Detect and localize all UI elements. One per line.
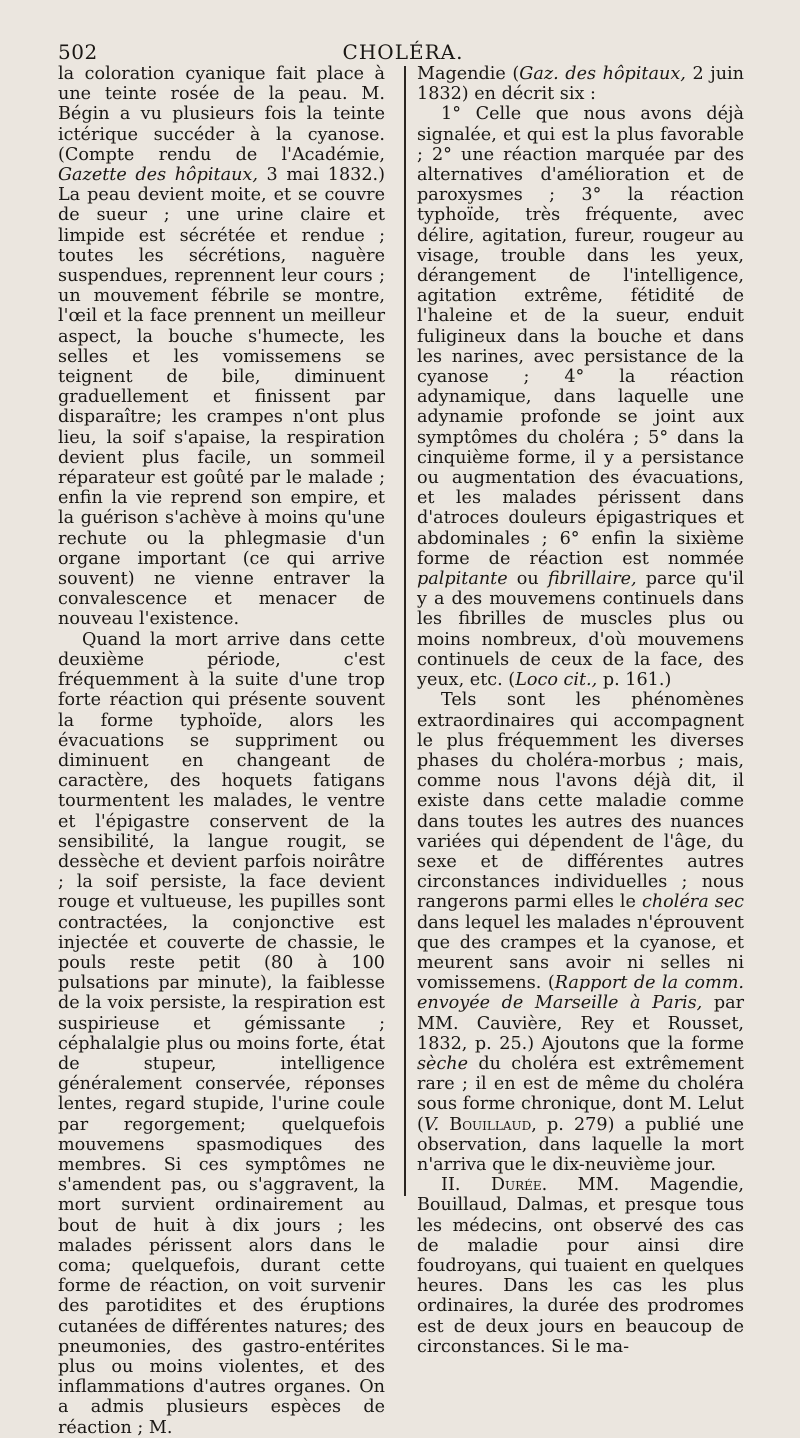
italic-text: Gazette des hôpitaux, — [58, 165, 258, 186]
text-run: du choléra est extrêmement rare ; il en est de même du choléra sous forme chronique, dont M. Lelut ( — [417, 1053, 744, 1135]
text-run: MM. Magendie, Bouillaud, Dalmas, et presque tous les médecins, ont observé des cas de maladie pour ainsi dire foudroyans, qui tuaient en quelques heures. Dans les cas les plus ordinaires, la durée des prodromes est de deux jours en beaucoup de circonstances. Si le ma- — [417, 1175, 744, 1357]
text-run: 1° Celle que nous avons déjà signalée, et qui est la plus favorable ; 2° une réaction marquée par des alternatives d'amélioration et de paroxysmes ; 3° la réaction typhoïde, très fréquente, avec délire, agitation, fureur, rougeur au visage, trouble dans les yeux, dérangement de l'intelligence, agitation extrême, fétidité de l'haleine et de la sueur, enduit fuligineux dans la bouche et dans les narines, avec persistance de la cyanose ; 4° la réaction adynamique, dans laquelle une adynamie profonde se joint aux symptômes du choléra ; 5° dans la cinquième forme, il y a persistance ou augmentation des évacuations, et les malades périssent dans d'atroces douleurs épigastriques et abdominales ; 6° enfin la sixième forme de réaction est nommée — [417, 104, 744, 569]
paragraph — [417, 104, 744, 690]
small-caps-text: Bouillaud — [449, 1114, 532, 1135]
left-column — [58, 64, 385, 1438]
text-run: Magendie ( — [417, 64, 520, 84]
page-header — [58, 36, 748, 66]
text-run: , p. 279) a publié une observation, dans laquelle la mort n'arriva que le dix-neuvième jour. — [417, 1114, 744, 1175]
italic-text: Gaz. des hôpitaux, — [519, 64, 686, 84]
text-run: Tels sont les phénomènes extraordinaires qui accompagnent le plus fréquemment les diverses phases du choléra-morbus ; mais, comme nous l'avons déjà dit, il existe dans cette maladie comme dans toutes les autres des nuances variées qui dépendent de l'âge, du sexe et de différentes autres circonstances individuelles ; nous rangerons parmi elles le — [417, 690, 744, 913]
text-run: dans lequel les malades n'éprouvent que des crampes et la cyanose, et meurent sans avoir ni selles ni vomissemens. ( — [417, 912, 744, 994]
italic-text: fibrillaire, — [547, 569, 637, 590]
right-column — [417, 64, 744, 1357]
page-number: 502 — [58, 40, 98, 64]
text-run: 3 mai 1832.) La peau devient moite, et se couvre de sueur ; une urine claire et limpide est sécrétée et rendue ; toutes les sécrétions, naguère suspendues, reprennent leur cours ; un mouvement fébrile se montre, l'œil et la face prennent un meilleur aspect, la bouche s'humecte, les selles et les vomissemens se teignent de bile, diminuent graduellement et finissent par disparaître; les crampes n'ont plus lieu, la soif s'apaise, la respiration devient plus facile, un sommeil réparateur est goûté par le malade ; enfin la vie reprend son empire, et la guérison s'achève à moins qu'une rechute ou la phlegmasie d'un organe important (ce qui arrive souvent) ne vienne entraver la convalescence et menacer de nouveau l'existence. — [58, 165, 385, 630]
text-run: ou — [507, 569, 548, 590]
running-title: CHOLÉRA. — [342, 40, 464, 64]
text-run: par MM. Cauvière, Rey et Rousset, 1832, p. 25.) Ajoutons que la forme — [417, 993, 744, 1054]
italic-text: V. — [423, 1114, 440, 1135]
small-caps-text: Durée. — [490, 1175, 548, 1196]
text-run: la coloration cyanique fait place à une teinte rosée de la peau. M. Bégin a vu plusieurs fois la teinte ictérique succéder à la cyanose. (Compte rendu de l'Académie, — [58, 64, 385, 165]
text-run — [439, 1115, 449, 1135]
paragraph — [417, 690, 744, 1175]
text-run: p. 161.) — [597, 670, 672, 691]
text-run: 2 juin 1832) en décrit six : — [417, 64, 744, 105]
italic-text: Rapport de la comm. envoyée de Marseille à Paris, — [417, 973, 744, 1014]
paragraph — [417, 1175, 744, 1357]
paragraph — [417, 64, 744, 104]
italic-text: Loco cit., — [515, 670, 598, 691]
text-run: Quand la mort arrive dans cette deuxième période, c'est fréquemment à la suite d'une trop forte réaction qui présente souvent la forme typhoïde, alors les évacuations se suppriment ou diminuent en changeant de caractère, des hoquets fatigans tourmentent les malades, le ventre et l'épigastre conservent de la sensibilité, la langue rougit, se dessèche et devient parfois noirâtre ; la soif persiste, la face devient rouge et vultueuse, les pupilles sont contractées, la conjonctive est injectée et couverte de chassie, le pouls reste petit (80 à 100 pulsations par minute), la faiblesse de la voix persiste, la respiration est suspirieuse et gémissante ; céphalalgie plus ou moins forte, état de stupeur, intelligence généralement conservée, réponses lentes, regard stupide, l'urine coule par regorgement; quelquefois mouvemens spasmodiques des membres. Si ces symptômes ne s'amendent pas, ou s'aggravent, la mort survient ordinairement au bout de huit à dix jours ; les malades périssent alors dans le coma; quelquefois, durant cette forme de réaction, on voit survenir des parotidites et des éruptions cutanées de différentes natures; des pneumonies, des gastro-entérites plus ou moins violentes, et des inflammations d'autres organes. On a admis plusieurs espèces de réaction ; M. — [58, 629, 385, 1438]
text-run: parce qu'il y a des mouvemens continuels dans les fibrilles de muscles plus ou moins nombreux, d'où mouvemens continuels de ceux de la face, des yeux, etc. ( — [417, 569, 744, 691]
italic-text: sèche — [417, 1053, 469, 1074]
paragraph — [58, 64, 385, 630]
column-divider — [404, 66, 406, 1196]
text-run: II. — [441, 1175, 491, 1196]
paragraph — [58, 630, 385, 1438]
italic-text: choléra sec — [641, 892, 744, 913]
italic-text: palpitante — [417, 569, 508, 590]
